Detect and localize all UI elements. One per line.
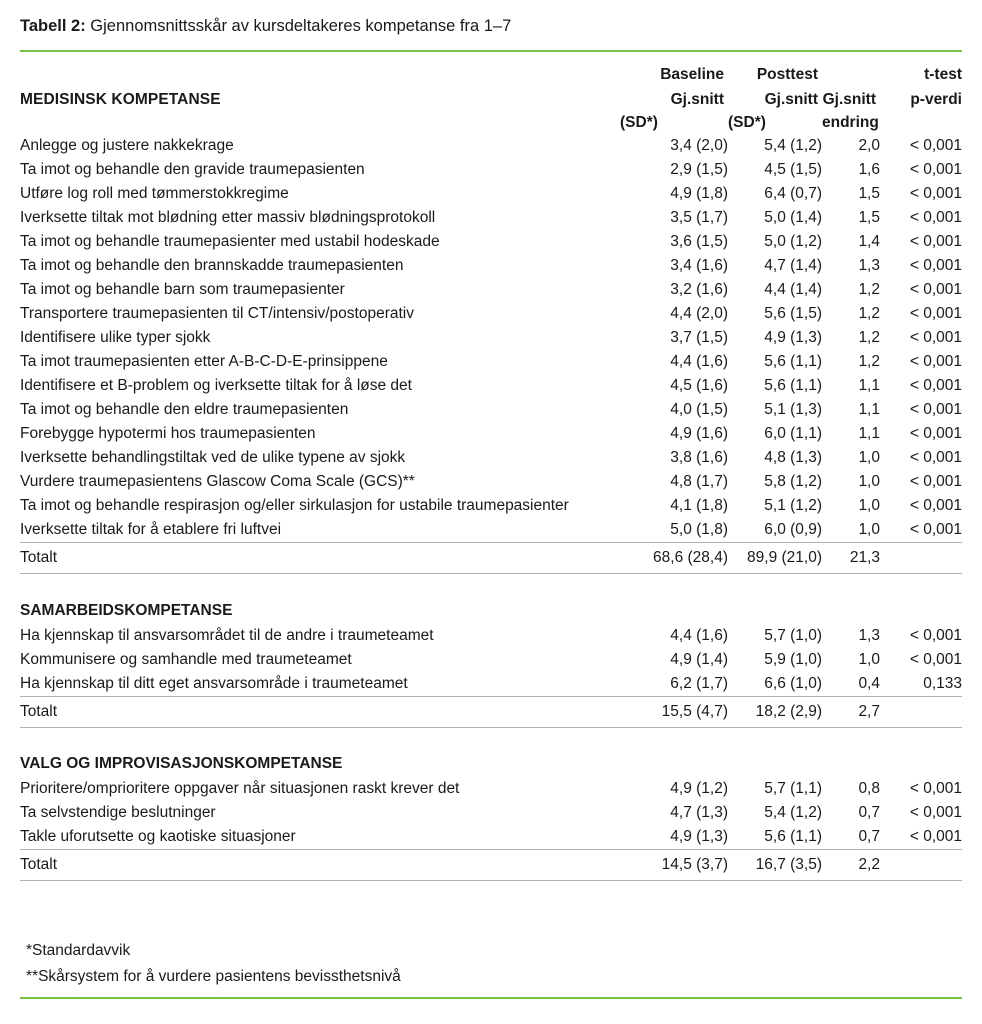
table-row [20, 777, 962, 801]
row-change: 1,3 [858, 626, 880, 644]
row-pvalue: < 0,001 [909, 473, 962, 490]
table-row [20, 374, 962, 398]
row-pvalue: 0,133 [923, 674, 962, 692]
total-posttest: 18,2 (2,9) [728, 696, 822, 727]
sub-header-posttest-mean: Gj.snitt [764, 91, 818, 108]
row-baseline: 6,2 (1,7) [670, 674, 728, 692]
table-row [20, 134, 962, 158]
table-row [20, 350, 962, 374]
row-pvalue: < 0,001 [909, 828, 962, 845]
total-baseline: 15,5 (4,7) [620, 696, 728, 727]
table-body [20, 62, 962, 881]
row-label: Ta imot og behandle barn som traumepasienter [20, 281, 345, 298]
row-posttest: 5,9 (1,0) [764, 650, 822, 668]
row-pvalue: < 0,001 [909, 425, 962, 442]
total-pvalue [880, 850, 962, 881]
total-change: 2,2 [822, 850, 880, 881]
row-change: 0,7 [858, 828, 880, 845]
table-row [20, 206, 962, 230]
total-label: Totalt [20, 543, 620, 574]
total-row [20, 850, 962, 881]
sub-header-baseline-sd: (SD*) [620, 114, 658, 131]
row-posttest: 4,7 (1,4) [764, 257, 822, 274]
total-baseline: 68,6 (28,4) [620, 543, 728, 574]
row-change: 0,4 [858, 674, 880, 692]
row-label: Kommunisere og samhandle med traumeteamet [20, 650, 352, 668]
row-posttest: 5,7 (1,1) [764, 780, 822, 797]
row-pvalue: < 0,001 [909, 137, 962, 154]
row-change: 1,0 [858, 497, 880, 514]
row-posttest: 5,6 (1,5) [764, 305, 822, 322]
row-change: 1,2 [858, 305, 880, 322]
row-label: Ta imot og behandle den eldre traumepasienten [20, 401, 349, 418]
row-label: Iverksette tiltak for å etablere fri luftvei [20, 521, 282, 538]
table-row [20, 624, 962, 648]
row-baseline: 2,9 (1,5) [670, 161, 728, 178]
row-baseline: 4,4 (1,6) [670, 353, 728, 370]
total-row [20, 696, 962, 727]
row-baseline: 4,1 (1,8) [670, 497, 728, 514]
row-pvalue: < 0,001 [909, 650, 962, 668]
row-posttest: 5,1 (1,3) [764, 401, 822, 418]
row-change: 2,0 [858, 137, 880, 154]
row-label: Iverksette behandlingstiltak ved de ulike typene av sjokk [20, 449, 406, 466]
row-baseline: 3,8 (1,6) [670, 449, 728, 466]
row-label: Ha kjennskap til ansvarsområdet til de andre i traumeteamet [20, 626, 434, 644]
section-title-medisinsk: MEDISINSK KOMPETANSE [20, 91, 221, 108]
sub-header-pvalue: p-verdi [910, 91, 962, 108]
group-header-baseline: Baseline [660, 66, 724, 83]
row-baseline: 3,4 (2,0) [670, 137, 728, 154]
competence-table [20, 62, 962, 881]
total-posttest: 89,9 (21,0) [728, 543, 822, 574]
total-baseline: 14,5 (3,7) [620, 850, 728, 881]
footnote-1: *Standardavvik [26, 942, 131, 959]
row-label: Takle uforutsette og kaotiske situasjoner [20, 828, 296, 845]
group-header-posttest: Posttest [756, 66, 818, 83]
row-baseline: 4,9 (1,8) [670, 185, 728, 202]
row-baseline: 3,4 (1,6) [670, 257, 728, 274]
row-baseline: 4,4 (2,0) [670, 305, 728, 322]
row-pvalue: < 0,001 [909, 305, 962, 322]
row-posttest: 5,8 (1,2) [764, 473, 822, 490]
footnotes [26, 938, 926, 990]
row-label: Ta imot og behandle traumepasienter med ustabil hodeskade [20, 233, 440, 250]
group-header-change-spacer [822, 62, 880, 88]
row-pvalue: < 0,001 [909, 804, 962, 821]
row-label: Forebygge hypotermi hos traumepasienten [20, 425, 316, 442]
table-row [20, 494, 962, 518]
sub-header-change-label: endring [822, 114, 879, 131]
row-posttest: 5,6 (1,1) [764, 377, 822, 394]
section-spacer-cell [20, 574, 962, 596]
row-label: Ta imot og behandle den gravide traumepasienten [20, 161, 365, 178]
row-label: Ta selvstendige beslutninger [20, 804, 216, 821]
sub-header-change-mean: Gj.snitt [822, 91, 876, 108]
table-row [20, 422, 962, 446]
row-pvalue: < 0,001 [909, 497, 962, 514]
row-change: 1,3 [858, 257, 880, 274]
table-row [20, 648, 962, 672]
row-label: Identifisere et B-problem og iverksette tiltak for å løse det [20, 377, 412, 394]
table-row [20, 801, 962, 825]
row-baseline: 4,9 (1,6) [670, 425, 728, 442]
row-label: Ta imot og behandle den brannskadde traumepasienten [20, 257, 404, 274]
group-header-row [20, 62, 962, 88]
row-posttest: 5,0 (1,4) [764, 209, 822, 226]
bottom-accent-rule [20, 997, 962, 999]
row-label: Iverksette tiltak mot blødning etter massiv blødningsprotokoll [20, 209, 436, 226]
row-pvalue: < 0,001 [909, 626, 962, 644]
row-label: Ta imot og behandle respirasjon og/eller sirkulasjon for ustabile traumepasienter [20, 497, 569, 514]
total-posttest: 16,7 (3,5) [728, 850, 822, 881]
total-change: 2,7 [822, 696, 880, 727]
row-change: 1,1 [858, 401, 880, 418]
sub-header-row-2 [20, 111, 962, 134]
row-pvalue: < 0,001 [909, 353, 962, 370]
table-row [20, 182, 962, 206]
group-header-ttest: t-test [924, 66, 962, 83]
table-row [20, 518, 962, 543]
table-row [20, 446, 962, 470]
row-pvalue: < 0,001 [909, 377, 962, 394]
row-baseline: 3,6 (1,5) [670, 233, 728, 250]
footnote-2: **Skårsystem for å vurdere pasientens bevissthetsnivå [26, 968, 401, 985]
row-change: 1,1 [858, 425, 880, 442]
sub-header-row-2-p-spacer [880, 111, 962, 134]
section-title-row [20, 596, 962, 624]
row-change: 1,5 [858, 209, 880, 226]
row-posttest: 5,6 (1,1) [764, 828, 822, 845]
row-posttest: 4,9 (1,3) [764, 329, 822, 346]
table-row [20, 158, 962, 182]
row-change: 1,4 [858, 233, 880, 250]
section-spacer [20, 727, 962, 749]
row-posttest: 4,8 (1,3) [764, 449, 822, 466]
section-spacer [20, 574, 962, 596]
row-change: 1,0 [858, 521, 880, 538]
row-pvalue: < 0,001 [909, 449, 962, 466]
row-label: Transportere traumepasienten til CT/intensiv/postoperativ [20, 305, 415, 322]
row-posttest: 5,0 (1,2) [764, 233, 822, 250]
section-title: VALG OG IMPROVISASJONSKOMPETANSE [20, 755, 343, 772]
row-baseline: 4,8 (1,7) [670, 473, 728, 490]
row-pvalue: < 0,001 [909, 209, 962, 226]
total-label: Totalt [20, 696, 620, 727]
table-row [20, 278, 962, 302]
row-change: 1,1 [858, 377, 880, 394]
group-header-spacer [20, 62, 620, 88]
table-row [20, 672, 962, 697]
row-pvalue: < 0,001 [909, 185, 962, 202]
row-change: 0,7 [858, 804, 880, 821]
row-label: Ta imot traumepasienten etter A-B-C-D-E-prinsippene [20, 353, 388, 370]
row-baseline: 4,4 (1,6) [670, 626, 728, 644]
table-row [20, 326, 962, 350]
row-change: 1,6 [858, 161, 880, 178]
row-baseline: 3,7 (1,5) [670, 329, 728, 346]
row-label: Identifisere ulike typer sjokk [20, 329, 211, 346]
row-change: 1,2 [858, 281, 880, 298]
table-row [20, 254, 962, 278]
row-pvalue: < 0,001 [909, 233, 962, 250]
table-row [20, 825, 962, 850]
table-caption-text: Gjennomsnittsskår av kursdeltakeres kompetanse fra 1–7 [85, 17, 512, 35]
row-posttest: 5,4 (1,2) [764, 137, 822, 154]
row-change: 1,5 [858, 185, 880, 202]
row-change: 1,2 [858, 329, 880, 346]
row-change: 1,0 [858, 473, 880, 490]
row-baseline: 4,5 (1,6) [670, 377, 728, 394]
table-row [20, 302, 962, 326]
row-pvalue: < 0,001 [909, 401, 962, 418]
row-baseline: 4,9 (1,2) [670, 780, 728, 797]
table-caption [20, 16, 962, 36]
row-pvalue: < 0,001 [909, 780, 962, 797]
row-label: Ha kjennskap til ditt eget ansvarsområde i traumeteamet [20, 674, 408, 692]
row-baseline: 4,9 (1,4) [670, 650, 728, 668]
top-accent-rule [20, 50, 962, 52]
row-pvalue: < 0,001 [909, 281, 962, 298]
total-label: Totalt [20, 850, 620, 881]
row-posttest: 6,0 (0,9) [764, 521, 822, 538]
row-change: 1,2 [858, 353, 880, 370]
section-title-row [20, 749, 962, 777]
section-title: SAMARBEIDSKOMPETANSE [20, 601, 233, 619]
row-posttest: 6,0 (1,1) [764, 425, 822, 442]
table-row [20, 230, 962, 254]
total-row [20, 543, 962, 574]
row-baseline: 5,0 (1,8) [670, 521, 728, 538]
sub-header-posttest-sd: (SD*) [728, 114, 766, 131]
section-spacer-cell [20, 727, 962, 749]
row-label: Anlegge og justere nakkekrage [20, 137, 234, 154]
row-pvalue: < 0,001 [909, 257, 962, 274]
row-baseline: 3,5 (1,7) [670, 209, 728, 226]
row-change: 1,0 [858, 650, 880, 668]
table-caption-label: Tabell 2: [20, 17, 86, 35]
row-pvalue: < 0,001 [909, 161, 962, 178]
row-pvalue: < 0,001 [909, 329, 962, 346]
row-label: Utføre log roll med tømmerstokkregime [20, 185, 289, 202]
row-pvalue: < 0,001 [909, 521, 962, 538]
sub-header-row-1 [20, 88, 962, 111]
row-posttest: 5,4 (1,2) [764, 804, 822, 821]
row-posttest: 5,1 (1,2) [764, 497, 822, 514]
row-label: Vurdere traumepasientens Glascow Coma Scale (GCS)** [20, 473, 415, 490]
row-posttest: 5,6 (1,1) [764, 353, 822, 370]
total-pvalue [880, 696, 962, 727]
row-baseline: 4,0 (1,5) [670, 401, 728, 418]
sub-header-row-2-spacer [20, 111, 620, 134]
row-posttest: 6,4 (0,7) [764, 185, 822, 202]
row-baseline: 3,2 (1,6) [670, 281, 728, 298]
row-posttest: 6,6 (1,0) [764, 674, 822, 692]
row-change: 1,0 [858, 449, 880, 466]
row-posttest: 4,4 (1,4) [764, 281, 822, 298]
row-change: 0,8 [858, 780, 880, 797]
table-row [20, 470, 962, 494]
row-posttest: 5,7 (1,0) [764, 626, 822, 644]
total-change: 21,3 [822, 543, 880, 574]
row-baseline: 4,7 (1,3) [670, 804, 728, 821]
total-pvalue [880, 543, 962, 574]
row-baseline: 4,9 (1,3) [670, 828, 728, 845]
row-posttest: 4,5 (1,5) [764, 161, 822, 178]
table-row [20, 398, 962, 422]
row-label: Prioritere/omprioritere oppgaver når situasjonen raskt krever det [20, 780, 460, 797]
sub-header-baseline-mean: Gj.snitt [670, 91, 724, 108]
